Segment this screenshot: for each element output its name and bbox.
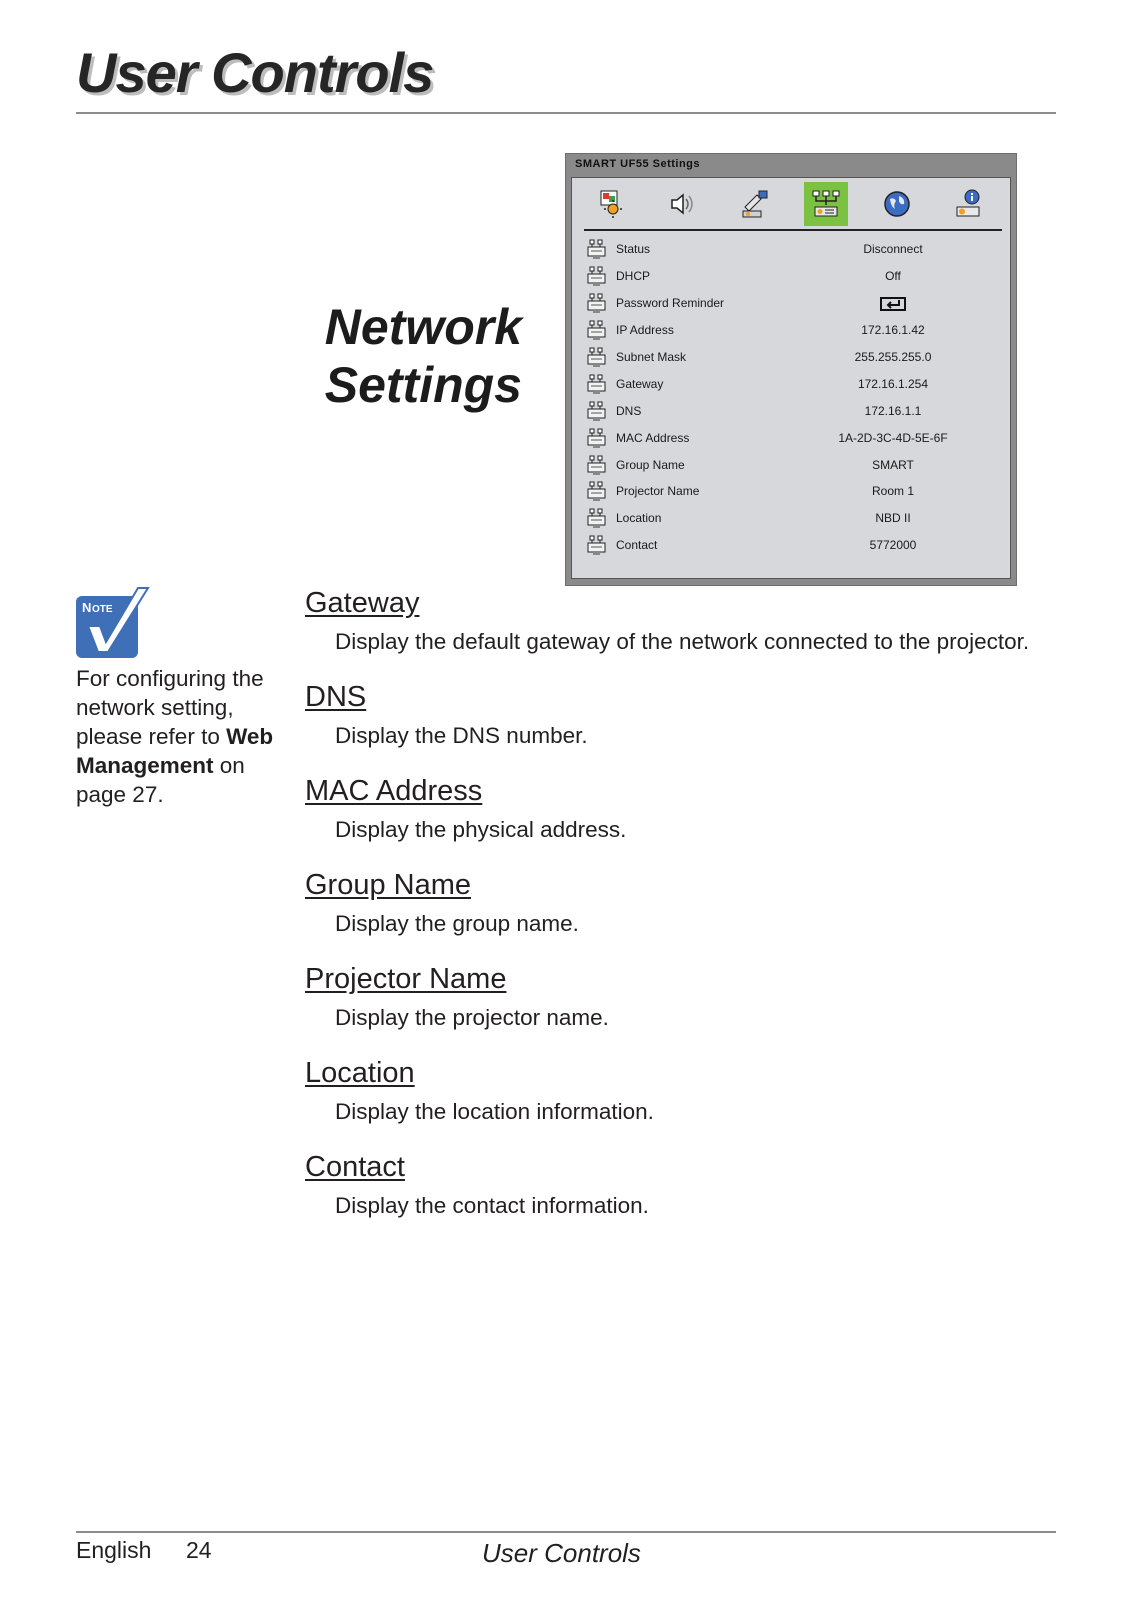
tab-info[interactable] xyxy=(946,182,990,226)
page-header-title: User Controls xyxy=(76,41,434,104)
setting-description-item xyxy=(305,680,1065,754)
setting-description: Display the projector name. xyxy=(335,1005,609,1030)
tab-network[interactable] xyxy=(804,182,848,226)
note-text xyxy=(76,664,291,809)
osd-row-label: Password Reminder xyxy=(616,296,725,311)
section-title-line-1: Network xyxy=(324,299,522,355)
network-item-icon xyxy=(586,454,610,476)
network-item-icon xyxy=(586,400,610,422)
osd-row-list xyxy=(586,236,1000,559)
osd-row[interactable] xyxy=(586,532,1000,559)
setting-description-item xyxy=(305,962,1065,1036)
osd-row-value: SMART xyxy=(872,457,914,472)
picture-icon xyxy=(595,187,629,221)
network-item-icon xyxy=(586,265,610,287)
osd-row[interactable] xyxy=(586,236,1000,263)
osd-row-value: 255.255.255.0 xyxy=(854,350,932,364)
osd-row-label: Gateway xyxy=(616,376,664,391)
settings-description-list xyxy=(305,586,1065,1244)
network-item-icon xyxy=(586,346,610,368)
note-link-web-management: Web Management xyxy=(76,724,274,778)
osd-row-value: Room 1 xyxy=(871,484,915,499)
network-item-icon xyxy=(586,319,610,341)
footer-language: English xyxy=(76,1537,152,1563)
osd-row[interactable] xyxy=(586,317,1000,344)
osd-row-label: Contact xyxy=(616,538,658,553)
note-text-tail: on page 27. xyxy=(76,753,245,807)
setting-description-item xyxy=(305,586,1065,660)
header-rule xyxy=(76,112,1056,114)
section-title xyxy=(312,298,522,414)
tab-language[interactable] xyxy=(875,182,919,226)
note-icon xyxy=(76,586,152,662)
setting-heading: Contact xyxy=(305,1151,405,1183)
osd-row-label: Projector Name xyxy=(616,484,700,499)
osd-row-value: NBD II xyxy=(875,511,911,526)
setting-heading: Gateway xyxy=(305,587,420,619)
setting-heading: Group Name xyxy=(305,869,472,901)
setting-description: Display the physical address. xyxy=(335,817,627,842)
language-icon xyxy=(880,187,914,221)
footer-rule xyxy=(76,1531,1056,1533)
tab-audio[interactable] xyxy=(661,182,705,226)
setup-icon xyxy=(737,187,771,221)
osd-row-value: 172.16.1.254 xyxy=(857,376,929,391)
osd-row[interactable] xyxy=(586,451,1000,478)
setting-description: Display the DNS number. xyxy=(335,723,588,748)
network-item-icon xyxy=(586,534,610,556)
osd-row-label: Subnet Mask xyxy=(616,350,687,364)
setting-description-item xyxy=(305,1056,1065,1130)
network-item-icon xyxy=(586,373,610,395)
info-icon xyxy=(951,187,985,221)
osd-row[interactable] xyxy=(586,344,1000,371)
setting-description-item xyxy=(305,774,1065,848)
osd-row-value: 5772000 xyxy=(869,538,917,553)
osd-row-value xyxy=(823,296,963,311)
osd-row-label: DNS xyxy=(616,403,642,418)
osd-row-label: DHCP xyxy=(616,269,651,284)
osd-row-label: Group Name xyxy=(616,457,685,472)
tab-picture[interactable] xyxy=(590,182,634,226)
setting-description: Display the location information. xyxy=(335,1099,654,1124)
osd-row[interactable] xyxy=(586,397,1000,424)
network-item-icon xyxy=(586,507,610,529)
tab-setup[interactable] xyxy=(732,182,776,226)
network-item-icon xyxy=(586,480,610,502)
setting-heading: Location xyxy=(305,1057,415,1089)
audio-icon xyxy=(666,187,700,221)
osd-row[interactable] xyxy=(586,424,1000,451)
network-item-icon xyxy=(586,292,610,314)
osd-row-value: 1A-2D-3C-4D-5E-6F xyxy=(838,430,948,445)
section-title-line-2: Settings xyxy=(324,357,522,413)
note-text-lead: For configuring the network setting, please refer to xyxy=(76,666,264,749)
osd-row-value: 172.16.1.42 xyxy=(861,323,925,338)
osd-row-value: Off xyxy=(885,269,901,284)
osd-row-label: MAC Address xyxy=(616,430,690,445)
osd-settings-panel xyxy=(565,153,1017,586)
enter-icon[interactable] xyxy=(880,297,906,311)
osd-row[interactable] xyxy=(586,263,1000,290)
osd-row[interactable] xyxy=(586,370,1000,397)
osd-row-label: IP Address xyxy=(616,323,674,338)
osd-row[interactable] xyxy=(586,505,1000,532)
setting-heading: MAC Address xyxy=(305,775,483,807)
svg-text:OTE: OTE xyxy=(92,604,113,615)
osd-tab-bar xyxy=(590,182,990,226)
footer-page-number: 24 xyxy=(186,1537,212,1563)
svg-text:N: N xyxy=(82,600,92,615)
setting-heading: DNS xyxy=(305,681,367,713)
setting-description: Display the contact information. xyxy=(335,1193,649,1218)
osd-inner-panel xyxy=(571,177,1011,579)
setting-description-item xyxy=(305,1150,1065,1224)
osd-row-label: Location xyxy=(616,511,662,526)
osd-divider xyxy=(584,229,1002,231)
setting-description: Display the default gateway of the network connected to the projector. xyxy=(335,629,1030,654)
osd-row[interactable] xyxy=(586,290,1000,317)
network-item-icon xyxy=(586,427,610,449)
osd-title: SMART UF55 Settings xyxy=(575,158,701,170)
osd-row-label: Status xyxy=(616,242,651,257)
osd-row[interactable] xyxy=(586,478,1000,505)
network-item-icon xyxy=(586,238,610,260)
network-icon xyxy=(809,187,843,221)
setting-heading: Projector Name xyxy=(305,963,507,995)
footer-section: User Controls xyxy=(482,1538,641,1568)
osd-row-value: Disconnect xyxy=(863,242,923,257)
osd-row-value: 172.16.1.1 xyxy=(864,403,922,418)
setting-description-item xyxy=(305,868,1065,942)
setting-description: Display the group name. xyxy=(335,911,579,936)
